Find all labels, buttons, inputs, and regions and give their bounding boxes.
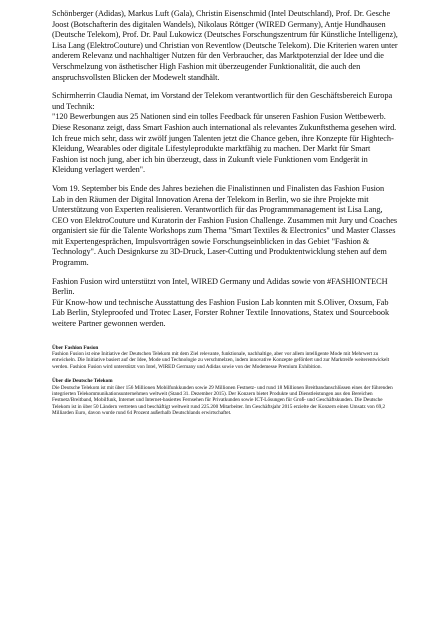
jury-paragraph: Schönberger (Adidas), Markus Luft (Gala), Christin Eisenschmid (Intel Deutschland), Prof. Dr. Gesche Joost (Botschafterin des digitalen Wandels), Nikolaus Röttger (WIRED Germany), Antje Hundhausen (Deutsche Telekom), Prof. Dr. Paul Lukowicz (Deutsches Forschungszentrum für Künstliche Intelligenz), Lisa Lang (ElektroCouture) und Christian von Reventlow (Deutsche Telekom). Die Kriterien waren unter anderem Relevanz und nachhaltiger Nutzen für den Verbraucher, das Marktpotenzial der Idee und die Verschmelzung von ästhetischer High Fashion mit überzeugender Funktionalität, die auch den anspruchsvollsten Blicken der Modewelt standhält. bbox=[52, 9, 398, 82]
about-fashion-fusion-title: Über Fashion Fusion bbox=[52, 344, 99, 351]
about-telekom-title: Über die Deutsche Telekom bbox=[52, 378, 113, 385]
document-page bbox=[52, 9, 398, 425]
patron-quote: "120 Bewerbungen aus 25 Nationen sind ein tolles Feedback für unseren Fashion Fusion Wettbewerb. Diese Resonanz zeigt, dass Smart Fashion auch international als relevantes Zukunftsthema gesehen wird. Ich freue mich sehr, dass wir zwölf jungen Talenten jetzt die Chance geben, ihre Konzepte für Hightech-Kleidung, Wearables oder digitale Lifestyleprodukte marktfähig zu machen. Der Markt für Smart Fashion ist noch jung, aber ich bin überzeugt, dass in Zukunft viele Funktionen vom Endgerät in Kleidung verlagert werden". bbox=[52, 112, 397, 175]
partners-line: Für Know-how und technische Ausstattung des Fashion Fusion Lab konnten mit S.Oliver, Oxsum, Fab Lab Berlin, Styleproofed und Trotec Laser, Forster Rohner Textile Innovations, Statex und Sourcebook weitere Partner gewonnen werden. bbox=[52, 297, 390, 329]
about-fashion-fusion-text: Fashion Fusion ist eine Initiative der Deutschen Telekom mit dem Ziel relevante, funktionale, nachhaltige, aber vor allem intelligente Mode mit Mehrwert zu entwickeln. Die Initiative basiert auf der Idee, Mode und Technologie zu verschmelzen, indem innovative Konzepte gefördert und zur Marktreife weiterentwickelt werden. Fashion Fusion wird unterstützt von Intel, WIRED Germany und Adidas sowie von der Modemesse Premium Exhibition. bbox=[52, 351, 390, 370]
about-telekom-text: Die Deutsche Telekom ist mit über 156 Millionen Mobilfunkkunden sowie 29 Millionen Festnetz- und rund 18 Millionen Breitbandanschlüssen eines der führenden integrierten Telekommunikationsunternehmen weltweit (Stand 31. Dezember 2015). Der Konzern bietet Produkte und Dienstleistungen aus den Bereichen Festnetz/Breitband, Mobilfunk, Internet und Internet-basiertes Fernsehen für Privatkunden sowie ICT-Lösungen für Groß- und Geschäftskunden. Die Deutsche Telekom ist in über 50 Ländern vertreten und beschäftigt weltweit rund 225.200 Mitarbeiter. Im Geschäftsjahr 2015 erzielte der Konzern einen Umsatz von 69,2 Milliarden Euro, davon wurde rund 64 Prozent außerhalb Deutschlands erwirtschaftet. bbox=[52, 384, 393, 417]
program-paragraph: Vom 19. September bis Ende des Jahres beziehen die Finalistinnen und Finalisten das Fashion Fusion Lab in den Räumen der Digital Innovation Arena der Telekom in Berlin, wo sie ihre Projekte mit Unterstützung von Experten realisieren. Verantwortlich für das Programmmanagement ist Lisa Lang, CEO von ElektroCouture und Kuratorin der Fashion Fusion Challenge. Zusammen mit Jury und Coaches organisiert sie für die Talente Workshops zum Thema "Smart Textiles & Electronics" und Master Classes mit Expertengesprächen, Impulsvorträgen sowie Forschungseinblicken in das Gebiet "Fashion & Technology". Auch Designkurse zu 3D-Druck, Laser-Cutting und Produktentwicklung stehen auf dem Programm. bbox=[52, 183, 398, 268]
patron-intro: Schirmherrin Claudia Nemat, im Vorstand der Telekom verantwortlich für den Geschäftsbereich Europa und Technik: bbox=[52, 91, 393, 111]
supporters-line: Fashion Fusion wird unterstützt von Intel, WIRED Germany und Adidas sowie von #FASHIONTECH Berlin. bbox=[52, 276, 388, 297]
